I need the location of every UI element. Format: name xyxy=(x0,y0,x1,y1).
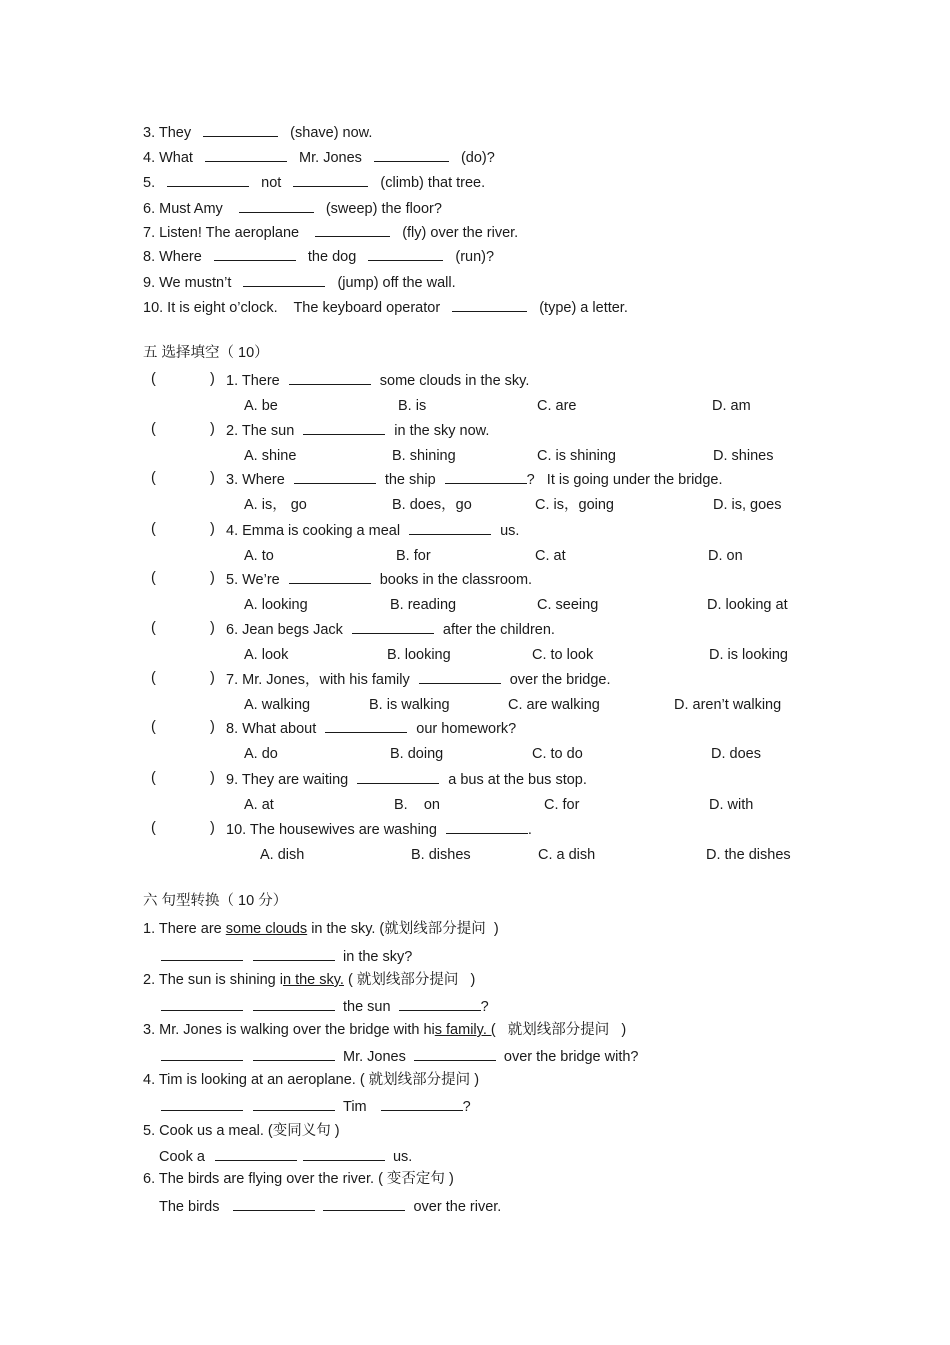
answer-paren-close: ) xyxy=(210,421,215,437)
option-d[interactable]: D. shines xyxy=(713,448,774,464)
option-b[interactable]: B. is walking xyxy=(369,697,450,713)
option-a[interactable]: A. look xyxy=(244,647,289,663)
option-d[interactable]: D. looking at xyxy=(707,597,788,613)
mc-question: 7. Mr. Jones，with his family over the bridge. xyxy=(226,669,611,689)
answer-slot[interactable] xyxy=(160,520,208,538)
answer-blank[interactable] xyxy=(368,246,443,261)
mc-question: 9. They are waiting a bus at the bus stop. xyxy=(226,769,587,789)
answer-blank xyxy=(289,370,371,385)
answer-paren-open: ( xyxy=(151,570,156,586)
answer-paren-close: ) xyxy=(210,620,215,636)
answer-blank xyxy=(419,669,501,684)
answer-paren-open: ( xyxy=(151,719,156,735)
option-d[interactable]: D. is, goes xyxy=(713,497,782,513)
p4-item-4: 4. What Mr. Jones (do)? xyxy=(143,147,495,167)
p6-q5-answer: Cook a us. xyxy=(159,1146,412,1166)
p6-q1-answer: in the sky? xyxy=(161,946,412,966)
answer-blank[interactable] xyxy=(303,1146,385,1161)
option-c[interactable]: C. at xyxy=(535,548,566,564)
mc-question: 8. What about our homework? xyxy=(226,718,516,738)
answer-slot[interactable] xyxy=(160,619,208,637)
answer-slot[interactable] xyxy=(160,769,208,787)
answer-paren-open: ( xyxy=(151,620,156,636)
answer-blank[interactable] xyxy=(205,147,287,162)
option-c[interactable]: C. is，going xyxy=(535,497,614,513)
p6-q1: 1. There are some clouds in the sky. (就划线部分提问 ) xyxy=(143,921,499,937)
p6-q6-answer: The birds over the river. xyxy=(159,1196,501,1216)
answer-blank[interactable] xyxy=(161,946,243,961)
answer-paren-close: ) xyxy=(210,470,215,486)
answer-blank xyxy=(325,718,407,733)
answer-paren-open: ( xyxy=(151,470,156,486)
option-a[interactable]: A. at xyxy=(244,797,274,813)
answer-blank xyxy=(352,619,434,634)
answer-paren-open: ( xyxy=(151,770,156,786)
option-b[interactable]: B. for xyxy=(396,548,431,564)
option-c[interactable]: C. is shining xyxy=(537,448,616,464)
p4-item-5: 5. not (climb) that tree. xyxy=(143,172,485,192)
answer-paren-open: ( xyxy=(151,521,156,537)
answer-blank xyxy=(289,569,371,584)
answer-paren-open: ( xyxy=(151,820,156,836)
p4-item-10: 10. It is eight o’clock. The keyboard operator (type) a letter. xyxy=(143,297,628,317)
answer-slot[interactable] xyxy=(160,718,208,736)
p4-item-6: 6. Must Amy (sweep) the floor? xyxy=(143,198,442,218)
option-b[interactable]: B. is xyxy=(398,398,427,414)
option-c[interactable]: C. to do xyxy=(532,746,583,762)
p4-item-9: 9. We mustn’t (jump) off the wall. xyxy=(143,272,456,292)
answer-blank[interactable] xyxy=(253,946,335,961)
option-a[interactable]: A. is， go xyxy=(244,497,307,513)
answer-blank[interactable] xyxy=(374,147,449,162)
answer-blank[interactable] xyxy=(381,1096,463,1111)
option-c[interactable]: C. a dish xyxy=(538,847,596,863)
answer-paren-close: ) xyxy=(210,820,215,836)
p6-q2-answer: the sun ? xyxy=(161,996,489,1016)
p6-q6: 6. The birds are flying over the river. ( 变否定句 ) xyxy=(143,1171,454,1187)
option-a[interactable]: A. looking xyxy=(244,597,308,613)
answer-blank[interactable] xyxy=(243,272,325,287)
answer-blank xyxy=(357,769,439,784)
p4-item-3: 3. They (shave) now. xyxy=(143,122,372,142)
p6-q3-answer: Mr. Jones over the bridge with? xyxy=(161,1046,639,1066)
option-d[interactable]: D. is looking xyxy=(709,647,788,663)
option-b[interactable]: B. on xyxy=(394,797,440,813)
answer-paren-open: ( xyxy=(151,670,156,686)
answer-blank[interactable] xyxy=(161,1096,243,1111)
option-b[interactable]: B. reading xyxy=(390,597,457,613)
answer-slot[interactable] xyxy=(160,569,208,587)
option-a[interactable]: A. dish xyxy=(260,847,305,863)
answer-blank[interactable] xyxy=(253,1096,335,1111)
mc-question: 5. We’re books in the classroom. xyxy=(226,569,532,589)
answer-slot[interactable] xyxy=(160,819,208,837)
answer-blank[interactable] xyxy=(161,1046,243,1061)
mc-question: 3. Where the ship ? It is going under the bridge. xyxy=(226,469,723,489)
p6-q2: 2. The sun is shining in the sky. ( 就划线部分提问 ) xyxy=(143,972,476,988)
answer-paren-close: ) xyxy=(210,719,215,735)
answer-blank[interactable] xyxy=(203,122,278,137)
answer-paren-close: ) xyxy=(210,670,215,686)
option-a[interactable]: A. shine xyxy=(244,448,297,464)
option-d[interactable]: D. does xyxy=(711,746,761,762)
option-a[interactable]: A. walking xyxy=(244,697,311,713)
answer-blank[interactable] xyxy=(323,1196,405,1211)
mc-question: 6. Jean begs Jack after the children. xyxy=(226,619,555,639)
option-c[interactable]: C. for xyxy=(544,797,580,813)
p6-q3: 3. Mr. Jones is walking over the bridge with his family. ( 就划线部分提问 ) xyxy=(143,1022,627,1038)
option-d[interactable]: D. the dishes xyxy=(706,847,791,863)
answer-blank[interactable] xyxy=(399,996,481,1011)
option-a[interactable]: A. be xyxy=(244,398,278,414)
answer-paren-open: ( xyxy=(151,421,156,437)
answer-blank xyxy=(303,420,385,435)
answer-blank[interactable] xyxy=(293,172,368,187)
option-b[interactable]: B. shining xyxy=(392,448,456,464)
answer-blank[interactable] xyxy=(253,1046,335,1061)
answer-paren-open: ( xyxy=(151,371,156,387)
answer-blank xyxy=(446,819,528,834)
answer-blank[interactable] xyxy=(214,246,296,261)
answer-paren-close: ) xyxy=(210,770,215,786)
option-d[interactable]: D. aren’t walking xyxy=(674,697,782,713)
p4-item-8: 8. Where the dog (run)? xyxy=(143,246,494,266)
section-5-title: 五 选择填空（ 10） xyxy=(143,345,269,361)
answer-blank[interactable] xyxy=(215,1146,297,1161)
answer-slot[interactable] xyxy=(160,669,208,687)
option-b[interactable]: B. doing xyxy=(390,746,444,762)
p4-item-7: 7. Listen! The aeroplane (fly) over the river. xyxy=(143,222,518,242)
mc-question: 4. Emma is cooking a meal us. xyxy=(226,520,519,540)
answer-blank xyxy=(294,469,376,484)
option-a[interactable]: A. do xyxy=(244,746,278,762)
mc-question: 1. There some clouds in the sky. xyxy=(226,370,529,390)
mc-question: 10. The housewives are washing . xyxy=(226,819,532,839)
option-a[interactable]: A. to xyxy=(244,548,274,564)
answer-blank[interactable] xyxy=(233,1196,315,1211)
answer-blank[interactable] xyxy=(239,198,314,213)
p6-q5: 5. Cook us a meal. (变同义句 ) xyxy=(143,1123,340,1139)
p6-q4-answer: Tim ? xyxy=(161,1096,471,1116)
answer-blank[interactable] xyxy=(315,222,390,237)
answer-paren-close: ) xyxy=(210,570,215,586)
mc-question: 2. The sun in the sky now. xyxy=(226,420,489,440)
answer-slot[interactable] xyxy=(160,469,208,487)
option-c[interactable]: C. seeing xyxy=(537,597,599,613)
option-b[interactable]: B. dishes xyxy=(411,847,471,863)
answer-slot[interactable] xyxy=(160,370,208,388)
answer-slot[interactable] xyxy=(160,420,208,438)
answer-blank[interactable] xyxy=(161,996,243,1011)
answer-blank[interactable] xyxy=(253,996,335,1011)
answer-blank xyxy=(445,469,527,484)
option-d[interactable]: D. with xyxy=(709,797,754,813)
option-c[interactable]: C. are xyxy=(537,398,577,414)
answer-blank xyxy=(409,520,491,535)
option-b[interactable]: B. looking xyxy=(387,647,451,663)
option-c[interactable]: C. to look xyxy=(532,647,594,663)
section-6-title: 六 句型转换（ 10 分） xyxy=(143,893,288,909)
option-d[interactable]: D. am xyxy=(712,398,751,414)
answer-blank[interactable] xyxy=(414,1046,496,1061)
option-d[interactable]: D. on xyxy=(708,548,743,564)
answer-paren-close: ) xyxy=(210,521,215,537)
answer-blank[interactable] xyxy=(452,297,527,312)
option-b[interactable]: B. does，go xyxy=(392,497,472,513)
option-c[interactable]: C. are walking xyxy=(508,697,600,713)
p6-q4: 4. Tim is looking at an aeroplane. ( 就划线部分提问 ) xyxy=(143,1072,480,1088)
answer-blank[interactable] xyxy=(167,172,249,187)
answer-paren-close: ) xyxy=(210,371,215,387)
